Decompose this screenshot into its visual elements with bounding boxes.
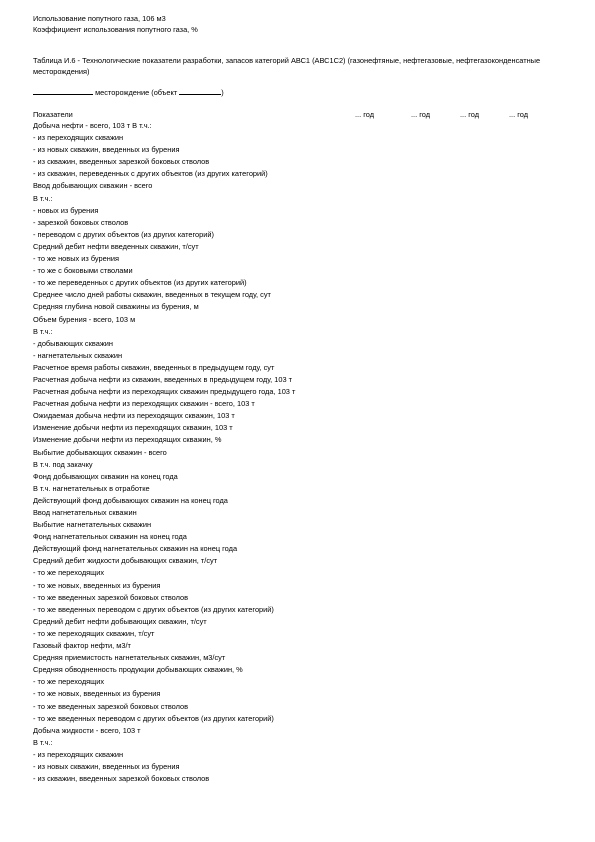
indicator-row: - то же новых, введенных из бурения [33, 580, 161, 590]
indicator-row: - из переходящих скважин [33, 133, 124, 143]
year-column-header: ... год [460, 110, 480, 119]
indicator-row: Изменение добычи нефти из переходящих скважин, % [33, 435, 222, 445]
indicator-row: - новых из бурения [33, 205, 99, 215]
gas-usage-coefficient-line: Коэффициент использования попутного газа, % [33, 25, 198, 34]
indicator-row: Действующий фонд нагнетательных скважин на конец года [33, 544, 238, 554]
indicator-row: Средняя приемистость нагнетательных скважин, м3/сут [33, 653, 226, 663]
indicator-row: Действующий фонд добывающих скважин на конец года [33, 495, 228, 505]
indicator-row: Расчетное время работы скважин, введенных в предыдущем году, сут [33, 362, 275, 372]
indicator-row: - добывающих скважин [33, 338, 113, 348]
indicator-row: - из скважин, введенных зарезкой боковых стволов [33, 774, 210, 784]
year-column-header: ... год [411, 110, 431, 119]
indicator-row: В т.ч.: [33, 326, 53, 336]
indicator-row: - из новых скважин, введенных из бурения [33, 145, 180, 155]
indicator-row: - то же с боковыми стволами [33, 266, 133, 276]
indicator-row: - то же введенных переводом с других объектов (из других категорий) [33, 604, 274, 614]
indicator-row: Средняя глубина новой скважины из бурения, м [33, 302, 199, 312]
indicator-row: В т.ч.: [33, 193, 53, 203]
indicator-row: - то же введенных переводом с других объектов (из других категорий) [33, 713, 274, 723]
indicator-row: - то же переходящих [33, 568, 105, 578]
indicator-row: - нагнетательных скважин [33, 350, 123, 360]
indicator-row: Расчетная добыча нефти из скважин, введенных в предыдущем году, 103 т [33, 374, 293, 384]
table-caption: Таблица И.6 - Технологические показатели разработки, запасов категорий АВС1 (АВС1С2) (газонефтяные, нефтегазовые, нефтегазоконденсатные месторождения) [33, 56, 541, 76]
indicator-row: - то же переходящих [33, 677, 105, 687]
indicator-row: Средняя обводненность продукции добывающих скважин, % [33, 665, 243, 675]
indicator-row: В т.ч.: [33, 737, 53, 747]
indicator-row: Газовый фактор нефти, м3/т [33, 641, 131, 651]
indicator-row: Фонд нагнетательных скважин на конец года [33, 532, 187, 542]
indicator-row: - из скважин, переведенных с других объектов (из других категорий) [33, 169, 268, 179]
indicator-column-header: Показатели [33, 110, 73, 119]
top-lines [33, 13, 563, 35]
field-name-line [33, 86, 553, 98]
indicator-row: Добыча нефти - всего, 103 т В т.ч.: [33, 121, 152, 130]
indicator-row: В т.ч. под закачку [33, 459, 93, 469]
indicator-row: Расчетная добыча нефти из переходящих скважин предыдущего года, 103 т [33, 387, 296, 397]
indicator-row: Ввод нагнетательных скважин [33, 508, 137, 517]
field-name-blank [33, 86, 93, 95]
indicator-row: Средний дебит жидкости добывающих скважин, т/сут [33, 556, 218, 566]
indicator-row: Ввод добывающих скважин - всего [33, 181, 153, 191]
field-close-paren: ) [221, 88, 224, 97]
indicator-list [33, 120, 553, 785]
object-name-blank [179, 86, 224, 97]
indicator-row: Средний дебит нефти добывающих скважин, т/сут [33, 616, 207, 626]
indicator-row: - из скважин, введенных зарезкой боковых стволов [33, 157, 210, 167]
indicator-row: Расчетная добыча нефти из переходящих скважин - всего, 103 т [33, 399, 255, 409]
gas-usage-line: Использование попутного газа, 106 м3 [33, 14, 166, 23]
table-header-row [33, 110, 563, 120]
year-column-header: ... год [509, 110, 529, 119]
indicator-row: Средний дебит нефти введенных скважин, т/сут [33, 241, 199, 251]
indicator-row: - то же введенных зарезкой боковых стволов [33, 701, 189, 711]
indicator-row: Выбытие нагнетательных скважин [33, 520, 152, 530]
indicator-row: Среднее число дней работы скважин, введенных в текущем году, сут [33, 290, 271, 300]
indicator-row: - то же переведенных с других объектов (из других категорий) [33, 278, 247, 288]
indicator-row: Добыча жидкости - всего, 103 т [33, 725, 141, 735]
indicator-row: Ожидаемая добыча нефти из переходящих скважин, 103 т [33, 411, 235, 421]
indicator-row: - зарезкой боковых стволов [33, 217, 129, 227]
indicator-row: Фонд добывающих скважин на конец года [33, 471, 178, 481]
indicator-row: - из переходящих скважин [33, 749, 124, 759]
field-suffix-label: месторождение (объект [95, 88, 178, 97]
indicator-row: - то же новых из бурения [33, 254, 119, 264]
indicator-row: - то же новых, введенных из бурения [33, 689, 161, 699]
indicator-row: Изменение добычи нефти из переходящих скважин, 103 т [33, 423, 233, 433]
indicator-row: - то же переходящих скважин, т/сут [33, 628, 155, 638]
indicator-row: В т.ч. нагнетательных в отработке [33, 483, 150, 493]
indicator-row: - то же введенных зарезкой боковых стволов [33, 592, 189, 602]
indicator-row: - переводом с других объектов (из других категорий) [33, 229, 214, 239]
indicator-row: - из новых скважин, введенных из бурения [33, 761, 180, 771]
indicator-row: Выбытие добывающих скважин - всего [33, 447, 167, 457]
year-column-header: ... год [355, 110, 375, 119]
indicator-row: Объем бурения - всего, 103 м [33, 314, 136, 324]
